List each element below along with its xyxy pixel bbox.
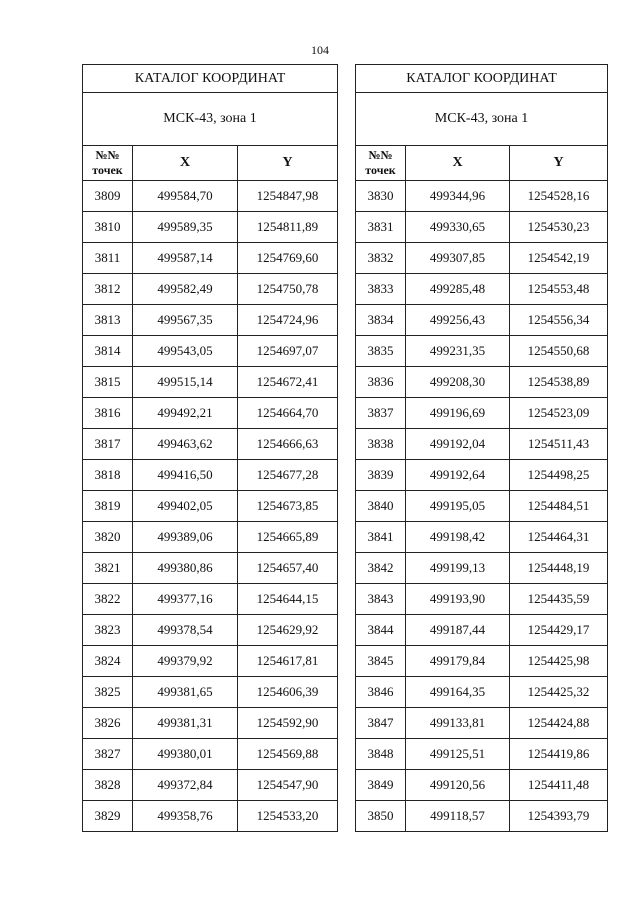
table-row bbox=[356, 615, 608, 646]
y-coordinate-cell: 1254644,15 bbox=[238, 584, 338, 615]
table-row bbox=[356, 367, 608, 398]
point-number-cell: 3818 bbox=[83, 460, 133, 491]
point-number-cell: 3826 bbox=[83, 708, 133, 739]
point-number-cell: 3840 bbox=[356, 491, 406, 522]
column-header-row bbox=[83, 146, 338, 181]
y-coordinate-cell: 1254811,89 bbox=[238, 212, 338, 243]
point-number-cell: 3831 bbox=[356, 212, 406, 243]
point-number-cell: 3825 bbox=[83, 677, 133, 708]
y-coordinate-cell: 1254530,23 bbox=[510, 212, 608, 243]
table-row bbox=[356, 305, 608, 336]
table-row bbox=[356, 522, 608, 553]
x-coordinate-cell: 499192,64 bbox=[406, 460, 510, 491]
table-row bbox=[83, 770, 338, 801]
table-row bbox=[83, 553, 338, 584]
table-row bbox=[83, 274, 338, 305]
table-row bbox=[356, 429, 608, 460]
point-number-cell: 3841 bbox=[356, 522, 406, 553]
y-coordinate-cell: 1254847,98 bbox=[238, 181, 338, 212]
x-coordinate-cell: 499416,50 bbox=[133, 460, 238, 491]
point-number-cell: 3844 bbox=[356, 615, 406, 646]
y-coordinate-cell: 1254592,90 bbox=[238, 708, 338, 739]
x-coordinate-cell: 499587,14 bbox=[133, 243, 238, 274]
x-coordinate-cell: 499582,49 bbox=[133, 274, 238, 305]
x-coordinate-cell: 499584,70 bbox=[133, 181, 238, 212]
table-row bbox=[356, 801, 608, 832]
x-coordinate-cell: 499195,05 bbox=[406, 491, 510, 522]
table-row bbox=[356, 181, 608, 212]
point-number-cell: 3834 bbox=[356, 305, 406, 336]
x-coordinate-cell: 499196,69 bbox=[406, 398, 510, 429]
y-coordinate-cell: 1254528,16 bbox=[510, 181, 608, 212]
x-coordinate-cell: 499463,62 bbox=[133, 429, 238, 460]
point-number-cell: 3821 bbox=[83, 553, 133, 584]
x-coordinate-cell: 499256,43 bbox=[406, 305, 510, 336]
x-coordinate-cell: 499208,30 bbox=[406, 367, 510, 398]
table-row bbox=[356, 677, 608, 708]
y-coordinate-cell: 1254411,48 bbox=[510, 770, 608, 801]
y-coordinate-cell: 1254425,98 bbox=[510, 646, 608, 677]
point-number-cell: 3828 bbox=[83, 770, 133, 801]
table-row bbox=[356, 491, 608, 522]
catalog-title: КАТАЛОГ КООРДИНАТ bbox=[83, 65, 338, 93]
point-number-cell: 3815 bbox=[83, 367, 133, 398]
x-coordinate-cell: 499378,54 bbox=[133, 615, 238, 646]
catalog-title-row bbox=[356, 65, 608, 93]
point-number-cell: 3812 bbox=[83, 274, 133, 305]
point-number-cell: 3817 bbox=[83, 429, 133, 460]
x-coordinate-cell: 499199,13 bbox=[406, 553, 510, 584]
point-number-cell: 3822 bbox=[83, 584, 133, 615]
table-row bbox=[356, 770, 608, 801]
y-coordinate-cell: 1254750,78 bbox=[238, 274, 338, 305]
x-coordinate-cell: 499377,16 bbox=[133, 584, 238, 615]
table-row bbox=[83, 615, 338, 646]
table-row bbox=[356, 584, 608, 615]
zone-label: МСК-43, зона 1 bbox=[356, 93, 608, 146]
y-coordinate-cell: 1254664,70 bbox=[238, 398, 338, 429]
x-coordinate-cell: 499543,05 bbox=[133, 336, 238, 367]
y-coordinate-cell: 1254435,59 bbox=[510, 584, 608, 615]
table-row bbox=[356, 212, 608, 243]
table-row bbox=[83, 367, 338, 398]
x-coordinate-cell: 499380,01 bbox=[133, 739, 238, 770]
column-header-point-number: №№ точек bbox=[356, 146, 406, 181]
y-coordinate-cell: 1254724,96 bbox=[238, 305, 338, 336]
zone-row bbox=[83, 93, 338, 146]
y-coordinate-cell: 1254556,34 bbox=[510, 305, 608, 336]
table-row bbox=[83, 181, 338, 212]
table-row bbox=[356, 336, 608, 367]
y-coordinate-cell: 1254673,85 bbox=[238, 491, 338, 522]
point-number-cell: 3813 bbox=[83, 305, 133, 336]
x-coordinate-cell: 499515,14 bbox=[133, 367, 238, 398]
point-number-cell: 3829 bbox=[83, 801, 133, 832]
point-number-cell: 3836 bbox=[356, 367, 406, 398]
y-coordinate-cell: 1254665,89 bbox=[238, 522, 338, 553]
y-coordinate-cell: 1254419,86 bbox=[510, 739, 608, 770]
point-number-cell: 3845 bbox=[356, 646, 406, 677]
point-number-cell: 3839 bbox=[356, 460, 406, 491]
x-coordinate-cell: 499381,65 bbox=[133, 677, 238, 708]
x-coordinate-cell: 499381,31 bbox=[133, 708, 238, 739]
table-row bbox=[356, 739, 608, 770]
y-coordinate-cell: 1254542,19 bbox=[510, 243, 608, 274]
y-coordinate-cell: 1254569,88 bbox=[238, 739, 338, 770]
x-coordinate-cell: 499307,85 bbox=[406, 243, 510, 274]
x-coordinate-cell: 499118,57 bbox=[406, 801, 510, 832]
point-number-cell: 3820 bbox=[83, 522, 133, 553]
x-coordinate-cell: 499198,42 bbox=[406, 522, 510, 553]
x-coordinate-cell: 499187,44 bbox=[406, 615, 510, 646]
y-coordinate-cell: 1254498,25 bbox=[510, 460, 608, 491]
point-number-cell: 3827 bbox=[83, 739, 133, 770]
column-header-point-number: №№ точек bbox=[83, 146, 133, 181]
x-coordinate-cell: 499231,35 bbox=[406, 336, 510, 367]
y-coordinate-cell: 1254429,17 bbox=[510, 615, 608, 646]
point-number-cell: 3833 bbox=[356, 274, 406, 305]
y-coordinate-cell: 1254769,60 bbox=[238, 243, 338, 274]
y-coordinate-cell: 1254425,32 bbox=[510, 677, 608, 708]
x-coordinate-cell: 499380,86 bbox=[133, 553, 238, 584]
y-coordinate-cell: 1254538,89 bbox=[510, 367, 608, 398]
point-number-cell: 3848 bbox=[356, 739, 406, 770]
table-row bbox=[83, 460, 338, 491]
table-row bbox=[83, 677, 338, 708]
y-coordinate-cell: 1254677,28 bbox=[238, 460, 338, 491]
y-coordinate-cell: 1254484,51 bbox=[510, 491, 608, 522]
x-coordinate-cell: 499192,04 bbox=[406, 429, 510, 460]
x-coordinate-cell: 499379,92 bbox=[133, 646, 238, 677]
table-row bbox=[83, 336, 338, 367]
point-number-cell: 3832 bbox=[356, 243, 406, 274]
column-header-x: X bbox=[406, 146, 510, 181]
x-coordinate-cell: 499285,48 bbox=[406, 274, 510, 305]
point-number-cell: 3846 bbox=[356, 677, 406, 708]
y-coordinate-cell: 1254511,43 bbox=[510, 429, 608, 460]
point-number-cell: 3824 bbox=[83, 646, 133, 677]
point-number-cell: 3819 bbox=[83, 491, 133, 522]
x-coordinate-cell: 499567,35 bbox=[133, 305, 238, 336]
y-coordinate-cell: 1254448,19 bbox=[510, 553, 608, 584]
point-number-cell: 3847 bbox=[356, 708, 406, 739]
x-coordinate-cell: 499179,84 bbox=[406, 646, 510, 677]
table-row bbox=[356, 708, 608, 739]
y-coordinate-cell: 1254617,81 bbox=[238, 646, 338, 677]
x-coordinate-cell: 499330,65 bbox=[406, 212, 510, 243]
table-row bbox=[83, 305, 338, 336]
table-row bbox=[356, 646, 608, 677]
column-header-y: Y bbox=[238, 146, 338, 181]
x-coordinate-cell: 499492,21 bbox=[133, 398, 238, 429]
y-coordinate-cell: 1254672,41 bbox=[238, 367, 338, 398]
x-coordinate-cell: 499120,56 bbox=[406, 770, 510, 801]
point-number-cell: 3814 bbox=[83, 336, 133, 367]
x-coordinate-cell: 499133,81 bbox=[406, 708, 510, 739]
x-coordinate-cell: 499164,35 bbox=[406, 677, 510, 708]
x-coordinate-cell: 499125,51 bbox=[406, 739, 510, 770]
y-coordinate-cell: 1254550,68 bbox=[510, 336, 608, 367]
table-row bbox=[356, 243, 608, 274]
y-coordinate-cell: 1254629,92 bbox=[238, 615, 338, 646]
table-row bbox=[356, 274, 608, 305]
x-coordinate-cell: 499344,96 bbox=[406, 181, 510, 212]
table-row bbox=[83, 429, 338, 460]
point-number-cell: 3837 bbox=[356, 398, 406, 429]
y-coordinate-cell: 1254424,88 bbox=[510, 708, 608, 739]
x-coordinate-cell: 499193,90 bbox=[406, 584, 510, 615]
catalog-title: КАТАЛОГ КООРДИНАТ bbox=[356, 65, 608, 93]
point-number-cell: 3843 bbox=[356, 584, 406, 615]
x-coordinate-cell: 499358,76 bbox=[133, 801, 238, 832]
table-row bbox=[83, 801, 338, 832]
point-number-cell: 3809 bbox=[83, 181, 133, 212]
table-row bbox=[83, 646, 338, 677]
y-coordinate-cell: 1254697,07 bbox=[238, 336, 338, 367]
table-row bbox=[356, 460, 608, 491]
zone-label: МСК-43, зона 1 bbox=[83, 93, 338, 146]
table-row bbox=[83, 739, 338, 770]
column-header-x: X bbox=[133, 146, 238, 181]
table-row bbox=[83, 584, 338, 615]
point-number-cell: 3810 bbox=[83, 212, 133, 243]
table-row bbox=[83, 491, 338, 522]
column-header-row bbox=[356, 146, 608, 181]
x-coordinate-cell: 499372,84 bbox=[133, 770, 238, 801]
point-number-cell: 3811 bbox=[83, 243, 133, 274]
table-row bbox=[83, 708, 338, 739]
x-coordinate-cell: 499589,35 bbox=[133, 212, 238, 243]
x-coordinate-cell: 499402,05 bbox=[133, 491, 238, 522]
point-number-cell: 3850 bbox=[356, 801, 406, 832]
point-number-cell: 3816 bbox=[83, 398, 133, 429]
zone-row bbox=[356, 93, 608, 146]
point-number-cell: 3830 bbox=[356, 181, 406, 212]
page-number: 104 bbox=[311, 43, 329, 57]
point-number-cell: 3842 bbox=[356, 553, 406, 584]
y-coordinate-cell: 1254464,31 bbox=[510, 522, 608, 553]
y-coordinate-cell: 1254393,79 bbox=[510, 801, 608, 832]
y-coordinate-cell: 1254533,20 bbox=[238, 801, 338, 832]
table-row bbox=[356, 398, 608, 429]
table-row bbox=[83, 522, 338, 553]
y-coordinate-cell: 1254657,40 bbox=[238, 553, 338, 584]
point-number-cell: 3849 bbox=[356, 770, 406, 801]
y-coordinate-cell: 1254523,09 bbox=[510, 398, 608, 429]
catalog-title-row bbox=[83, 65, 338, 93]
coordinate-catalog-table-right bbox=[355, 64, 608, 832]
y-coordinate-cell: 1254666,63 bbox=[238, 429, 338, 460]
point-number-cell: 3835 bbox=[356, 336, 406, 367]
table-row bbox=[83, 212, 338, 243]
coordinate-catalog-table-left bbox=[82, 64, 338, 832]
table-row bbox=[83, 398, 338, 429]
y-coordinate-cell: 1254553,48 bbox=[510, 274, 608, 305]
column-header-y: Y bbox=[510, 146, 608, 181]
point-number-cell: 3823 bbox=[83, 615, 133, 646]
x-coordinate-cell: 499389,06 bbox=[133, 522, 238, 553]
table-row bbox=[83, 243, 338, 274]
table-row bbox=[356, 553, 608, 584]
y-coordinate-cell: 1254547,90 bbox=[238, 770, 338, 801]
point-number-cell: 3838 bbox=[356, 429, 406, 460]
y-coordinate-cell: 1254606,39 bbox=[238, 677, 338, 708]
